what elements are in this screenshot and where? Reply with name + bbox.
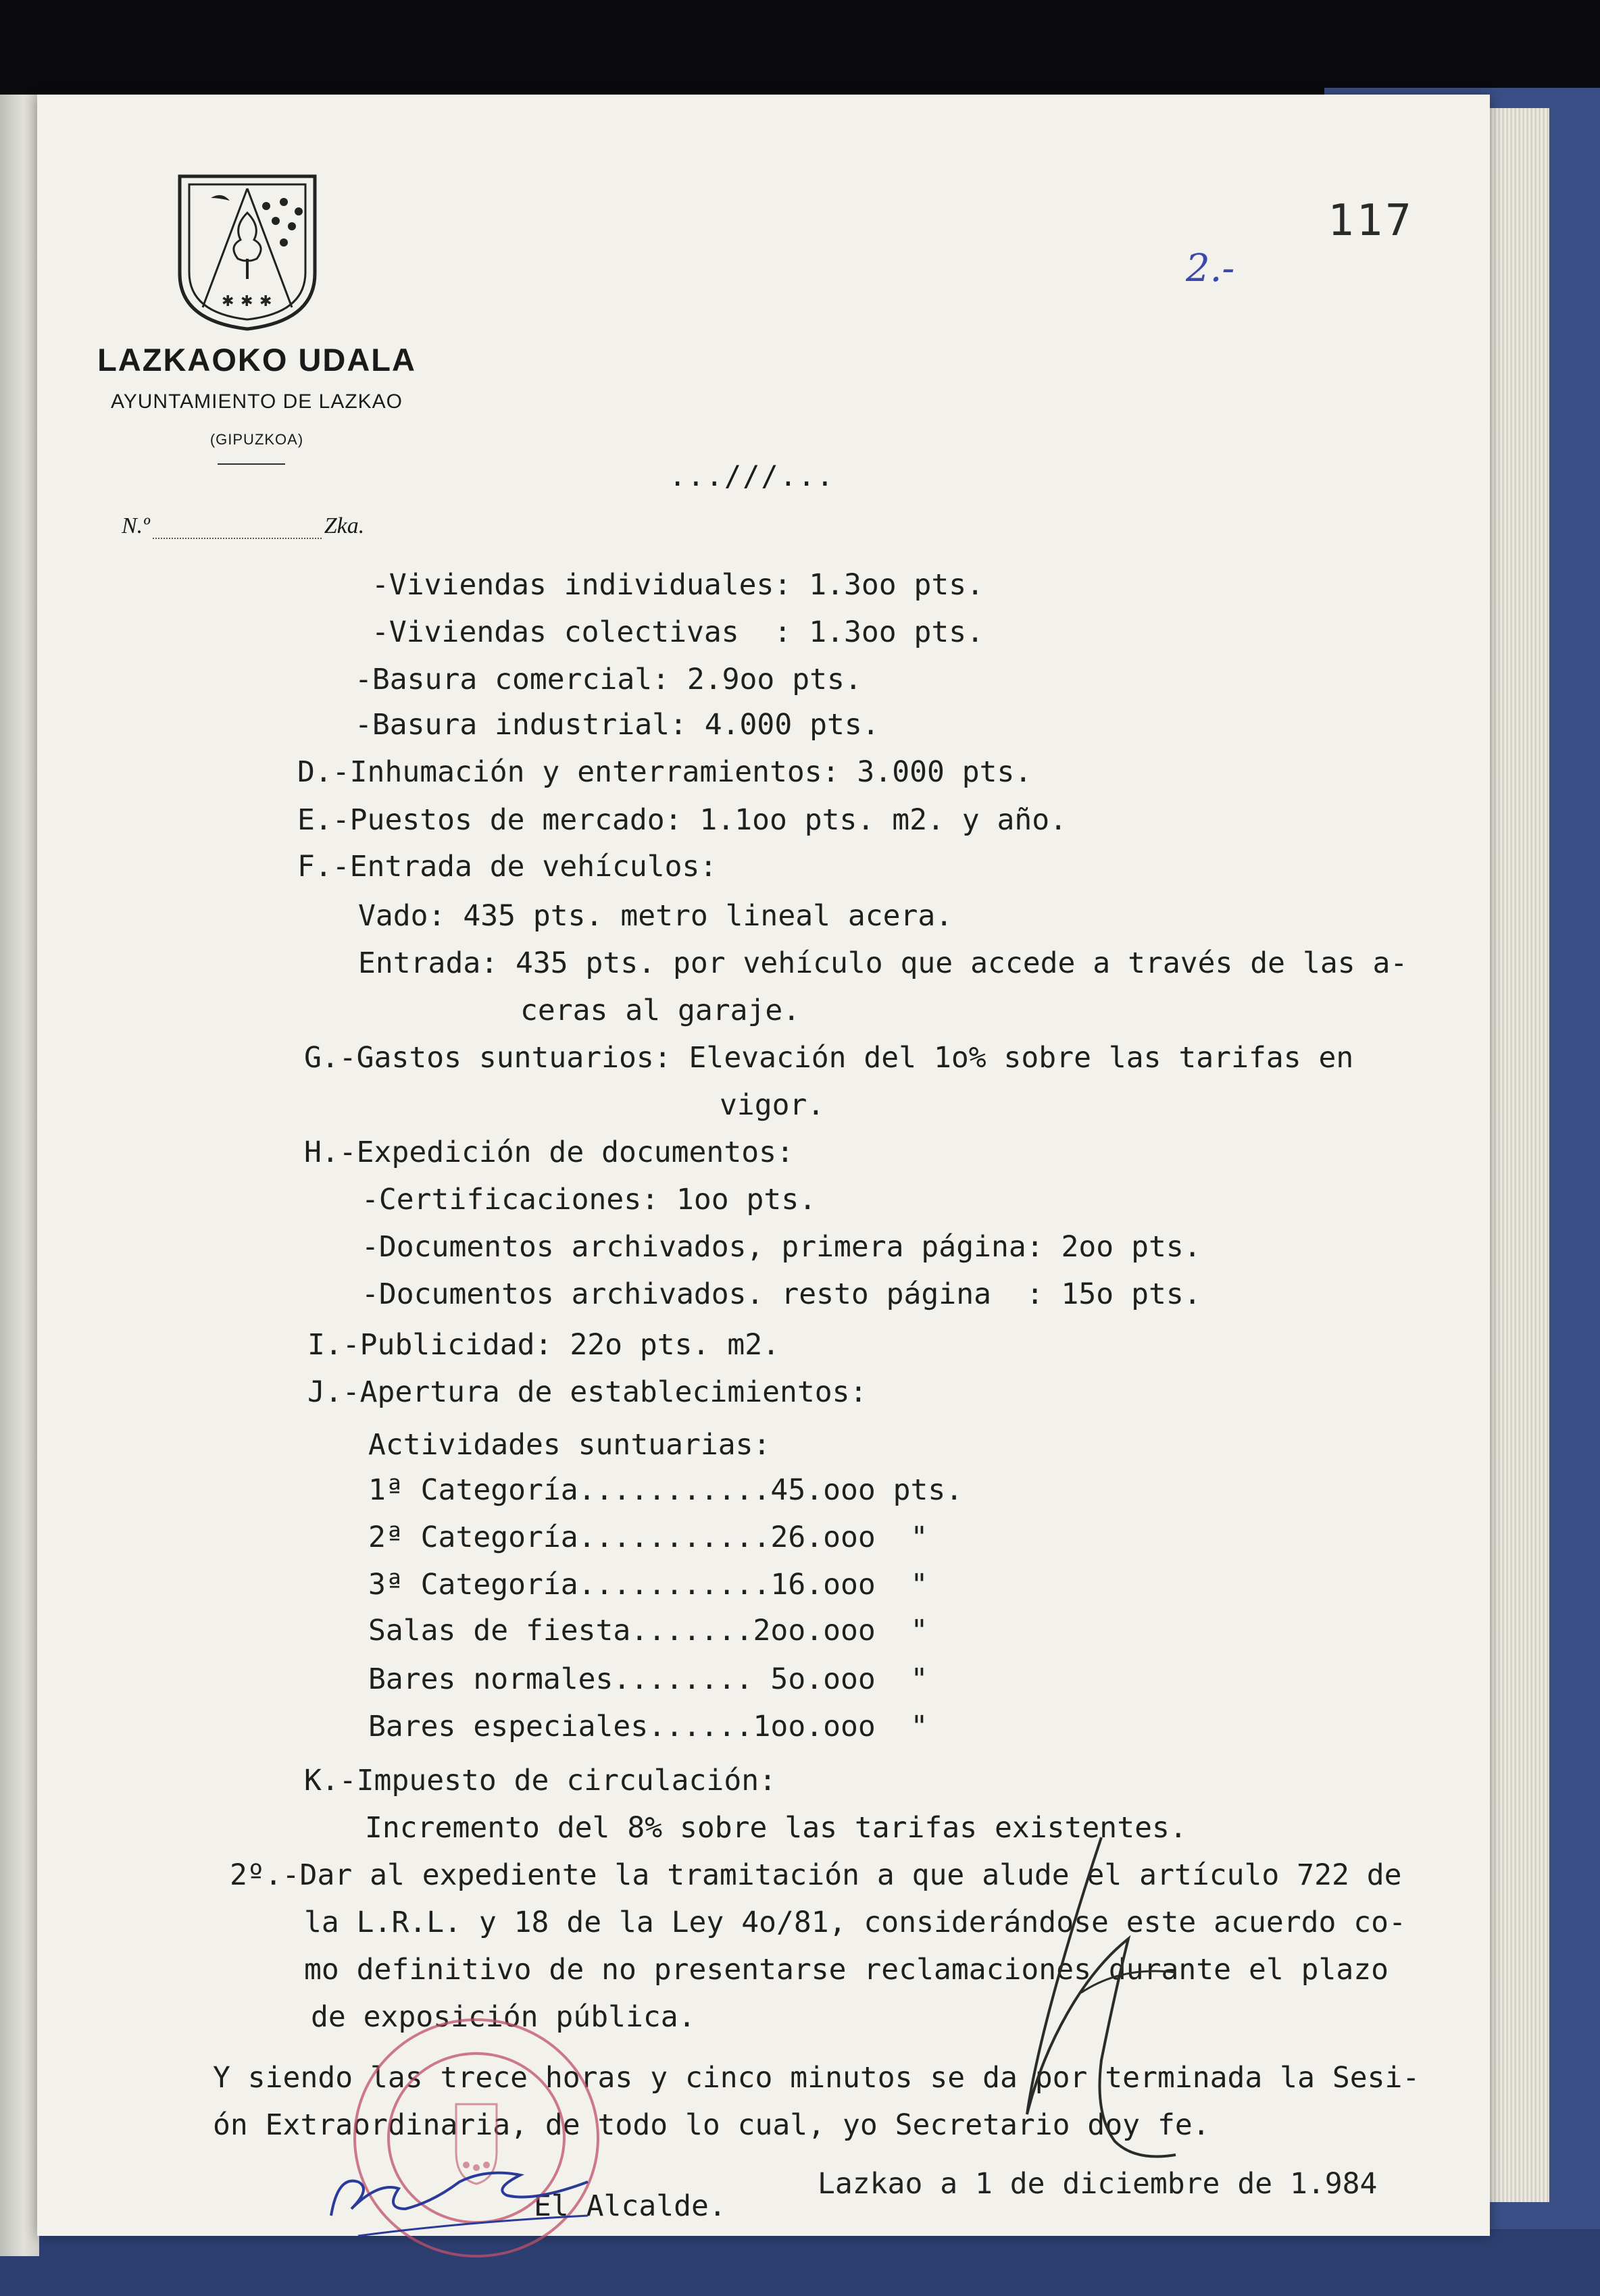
body-line: Y siendo las trece horas y cinco minutos se da por terminada la Sesi- xyxy=(213,2061,1420,2095)
page-stack-edges xyxy=(1483,108,1549,2202)
body-line: G.-Gastos suntuarios: Elevación del 1o% sobre las tarifas en xyxy=(304,1041,1354,1075)
body-line: Vado: 435 pts. metro lineal acera. xyxy=(358,899,953,933)
organization-province: (GIPUZKOA) xyxy=(209,431,304,448)
body-line: -Certificaciones: 1oo pts. xyxy=(361,1183,817,1217)
body-line: Actividades suntuarias: xyxy=(368,1428,771,1462)
body-line: 2ª Categoría...........26.ooo " xyxy=(368,1521,928,1554)
body-line: F.-Entrada de vehículos: xyxy=(297,850,718,884)
number-blank xyxy=(153,519,322,539)
continuation-separator: ...///... xyxy=(669,459,835,492)
body-line: E.-Puestos de mercado: 1.1oo pts. m2. y año. xyxy=(297,803,1068,837)
body-line: ceras al garaje. xyxy=(520,994,801,1027)
body-line: Salas de fiesta.......2oo.ooo " xyxy=(368,1614,928,1648)
body-line: -Documentos archivados. resto página : 15o pts. xyxy=(361,1277,1201,1311)
body-line: la L.R.L. y 18 de la Ley 4o/81, considerándose este acuerdo co- xyxy=(304,1906,1406,1939)
body-line: I.-Publicidad: 22o pts. m2. xyxy=(307,1328,780,1362)
page-number: 117 xyxy=(1328,196,1414,246)
body-line: Bares especiales......1oo.ooo " xyxy=(368,1710,928,1743)
book-cover-bottom xyxy=(0,2229,1600,2296)
body-line: H.-Expedición de documentos: xyxy=(304,1136,794,1169)
body-line: J.-Apertura de establecimientos: xyxy=(307,1375,868,1409)
mayor-signature-label: El Alcalde. xyxy=(534,2189,726,2223)
svg-text:✱: ✱ xyxy=(222,293,234,310)
place-and-date: Lazkao a 1 de diciembre de 1.984 xyxy=(818,2167,1378,2201)
body-line: Entrada: 435 pts. por vehículo que accede a través de las a- xyxy=(358,946,1408,980)
number-prefix: N.º xyxy=(122,513,150,538)
body-line: Bares normales........ 5o.ooo " xyxy=(368,1662,928,1696)
secretary-signature-icon xyxy=(980,1824,1216,2202)
organization-subtitle: AYUNTAMIENTO DE LAZKAO xyxy=(110,390,403,413)
mayor-signature-icon xyxy=(318,2148,601,2243)
body-line: Incremento del 8% sobre las tarifas existentes. xyxy=(365,1811,1187,1845)
body-line: 3ª Categoría...........16.ooo " xyxy=(368,1568,928,1602)
body-line: 1ª Categoría...........45.ooo pts. xyxy=(368,1473,964,1507)
body-line: mo definitivo de no presentarse reclamaciones durante el plazo xyxy=(304,1953,1389,1987)
body-line: de exposición pública. xyxy=(311,2000,696,2034)
body-line: -Viviendas individuales: 1.3oo pts. xyxy=(372,568,984,602)
body-line: -Documentos archivados, primera página: 2oo pts. xyxy=(361,1230,1201,1264)
svg-text:✱: ✱ xyxy=(259,293,272,310)
body-line: -Viviendas colectivas : 1.3oo pts. xyxy=(372,615,984,649)
body-line: K.-Impuesto de circulación: xyxy=(304,1764,776,1797)
handwritten-number: 2.- xyxy=(1186,247,1235,290)
body-line: ón Extraordinaria, de todo lo cual, yo Secretario doy fe. xyxy=(213,2108,1210,2142)
header-divider xyxy=(218,463,285,465)
reference-number-field xyxy=(122,513,364,539)
body-line: vigor. xyxy=(720,1088,825,1122)
body-line: -Basura comercial: 2.9oo pts. xyxy=(355,663,862,696)
left-page-edge xyxy=(0,95,39,2256)
organization-name: LAZKAOKO UDALA xyxy=(97,342,416,378)
svg-text:✱: ✱ xyxy=(241,293,253,310)
coat-of-arms-icon xyxy=(176,172,319,333)
number-suffix: Zka. xyxy=(324,513,365,538)
body-line: -Basura industrial: 4.000 pts. xyxy=(355,708,880,742)
body-line: D.-Inhumación y enterramientos: 3.000 pts. xyxy=(297,755,1032,789)
body-line: 2º.-Dar al expediente la tramitación a que alude el artículo 722 de xyxy=(230,1858,1402,1892)
